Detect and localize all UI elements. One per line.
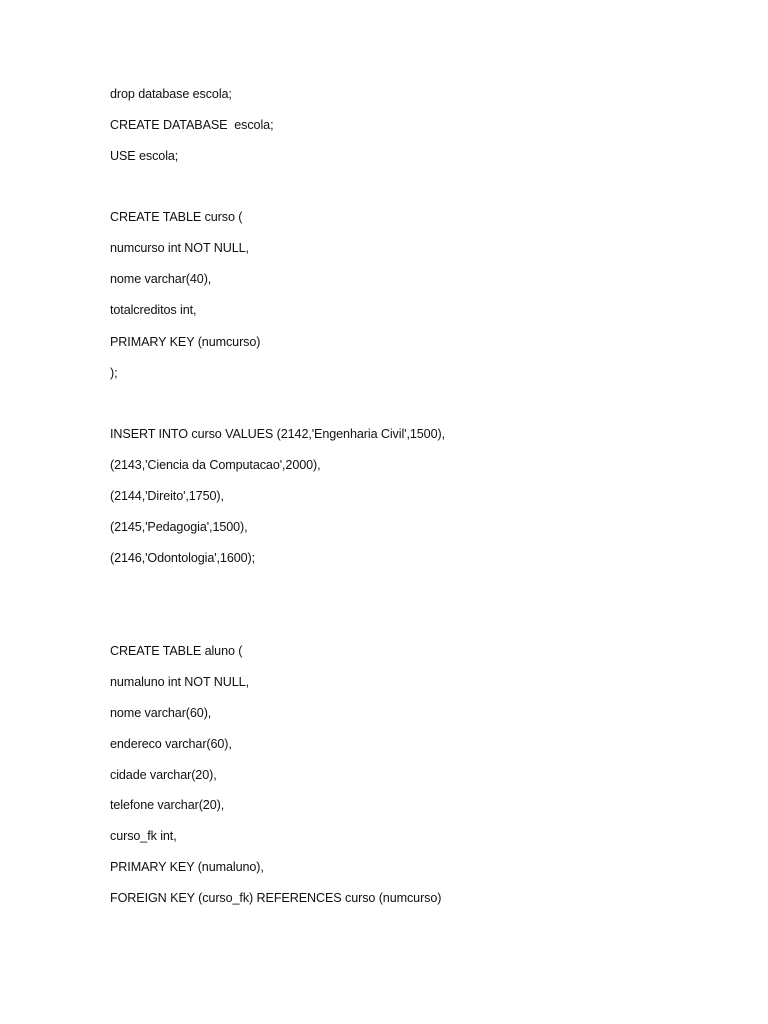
sql-line: USE escola; [110,149,179,163]
sql-line: CREATE TABLE aluno ( [110,644,243,658]
sql-line: drop database escola; [110,87,232,101]
sql-line: PRIMARY KEY (numaluno), [110,860,264,874]
sql-line: curso_fk int, [110,829,177,843]
sql-line: (2145,'Pedagogia',1500), [110,520,248,534]
sql-line: totalcreditos int, [110,303,197,317]
sql-line: INSERT INTO curso VALUES (2142,'Engenharia Civil',1500), [110,427,445,441]
sql-line: (2146,'Odontologia',1600); [110,551,256,565]
sql-line: PRIMARY KEY (numcurso) [110,335,261,349]
sql-line: telefone varchar(20), [110,798,225,812]
sql-line: FOREIGN KEY (curso_fk) REFERENCES curso (numcurso) [110,891,442,905]
sql-line: nome varchar(40), [110,272,212,286]
sql-line: CREATE TABLE curso ( [110,210,243,224]
sql-line: numcurso int NOT NULL, [110,241,249,255]
sql-line: cidade varchar(20), [110,768,217,782]
sql-line: endereco varchar(60), [110,737,232,751]
sql-line: nome varchar(60), [110,706,212,720]
sql-line: (2144,'Direito',1750), [110,489,224,503]
sql-line: ); [110,366,118,380]
sql-line: numaluno int NOT NULL, [110,675,249,689]
sql-line: CREATE DATABASE escola; [110,118,274,132]
sql-line: (2143,'Ciencia da Computacao',2000), [110,458,321,472]
